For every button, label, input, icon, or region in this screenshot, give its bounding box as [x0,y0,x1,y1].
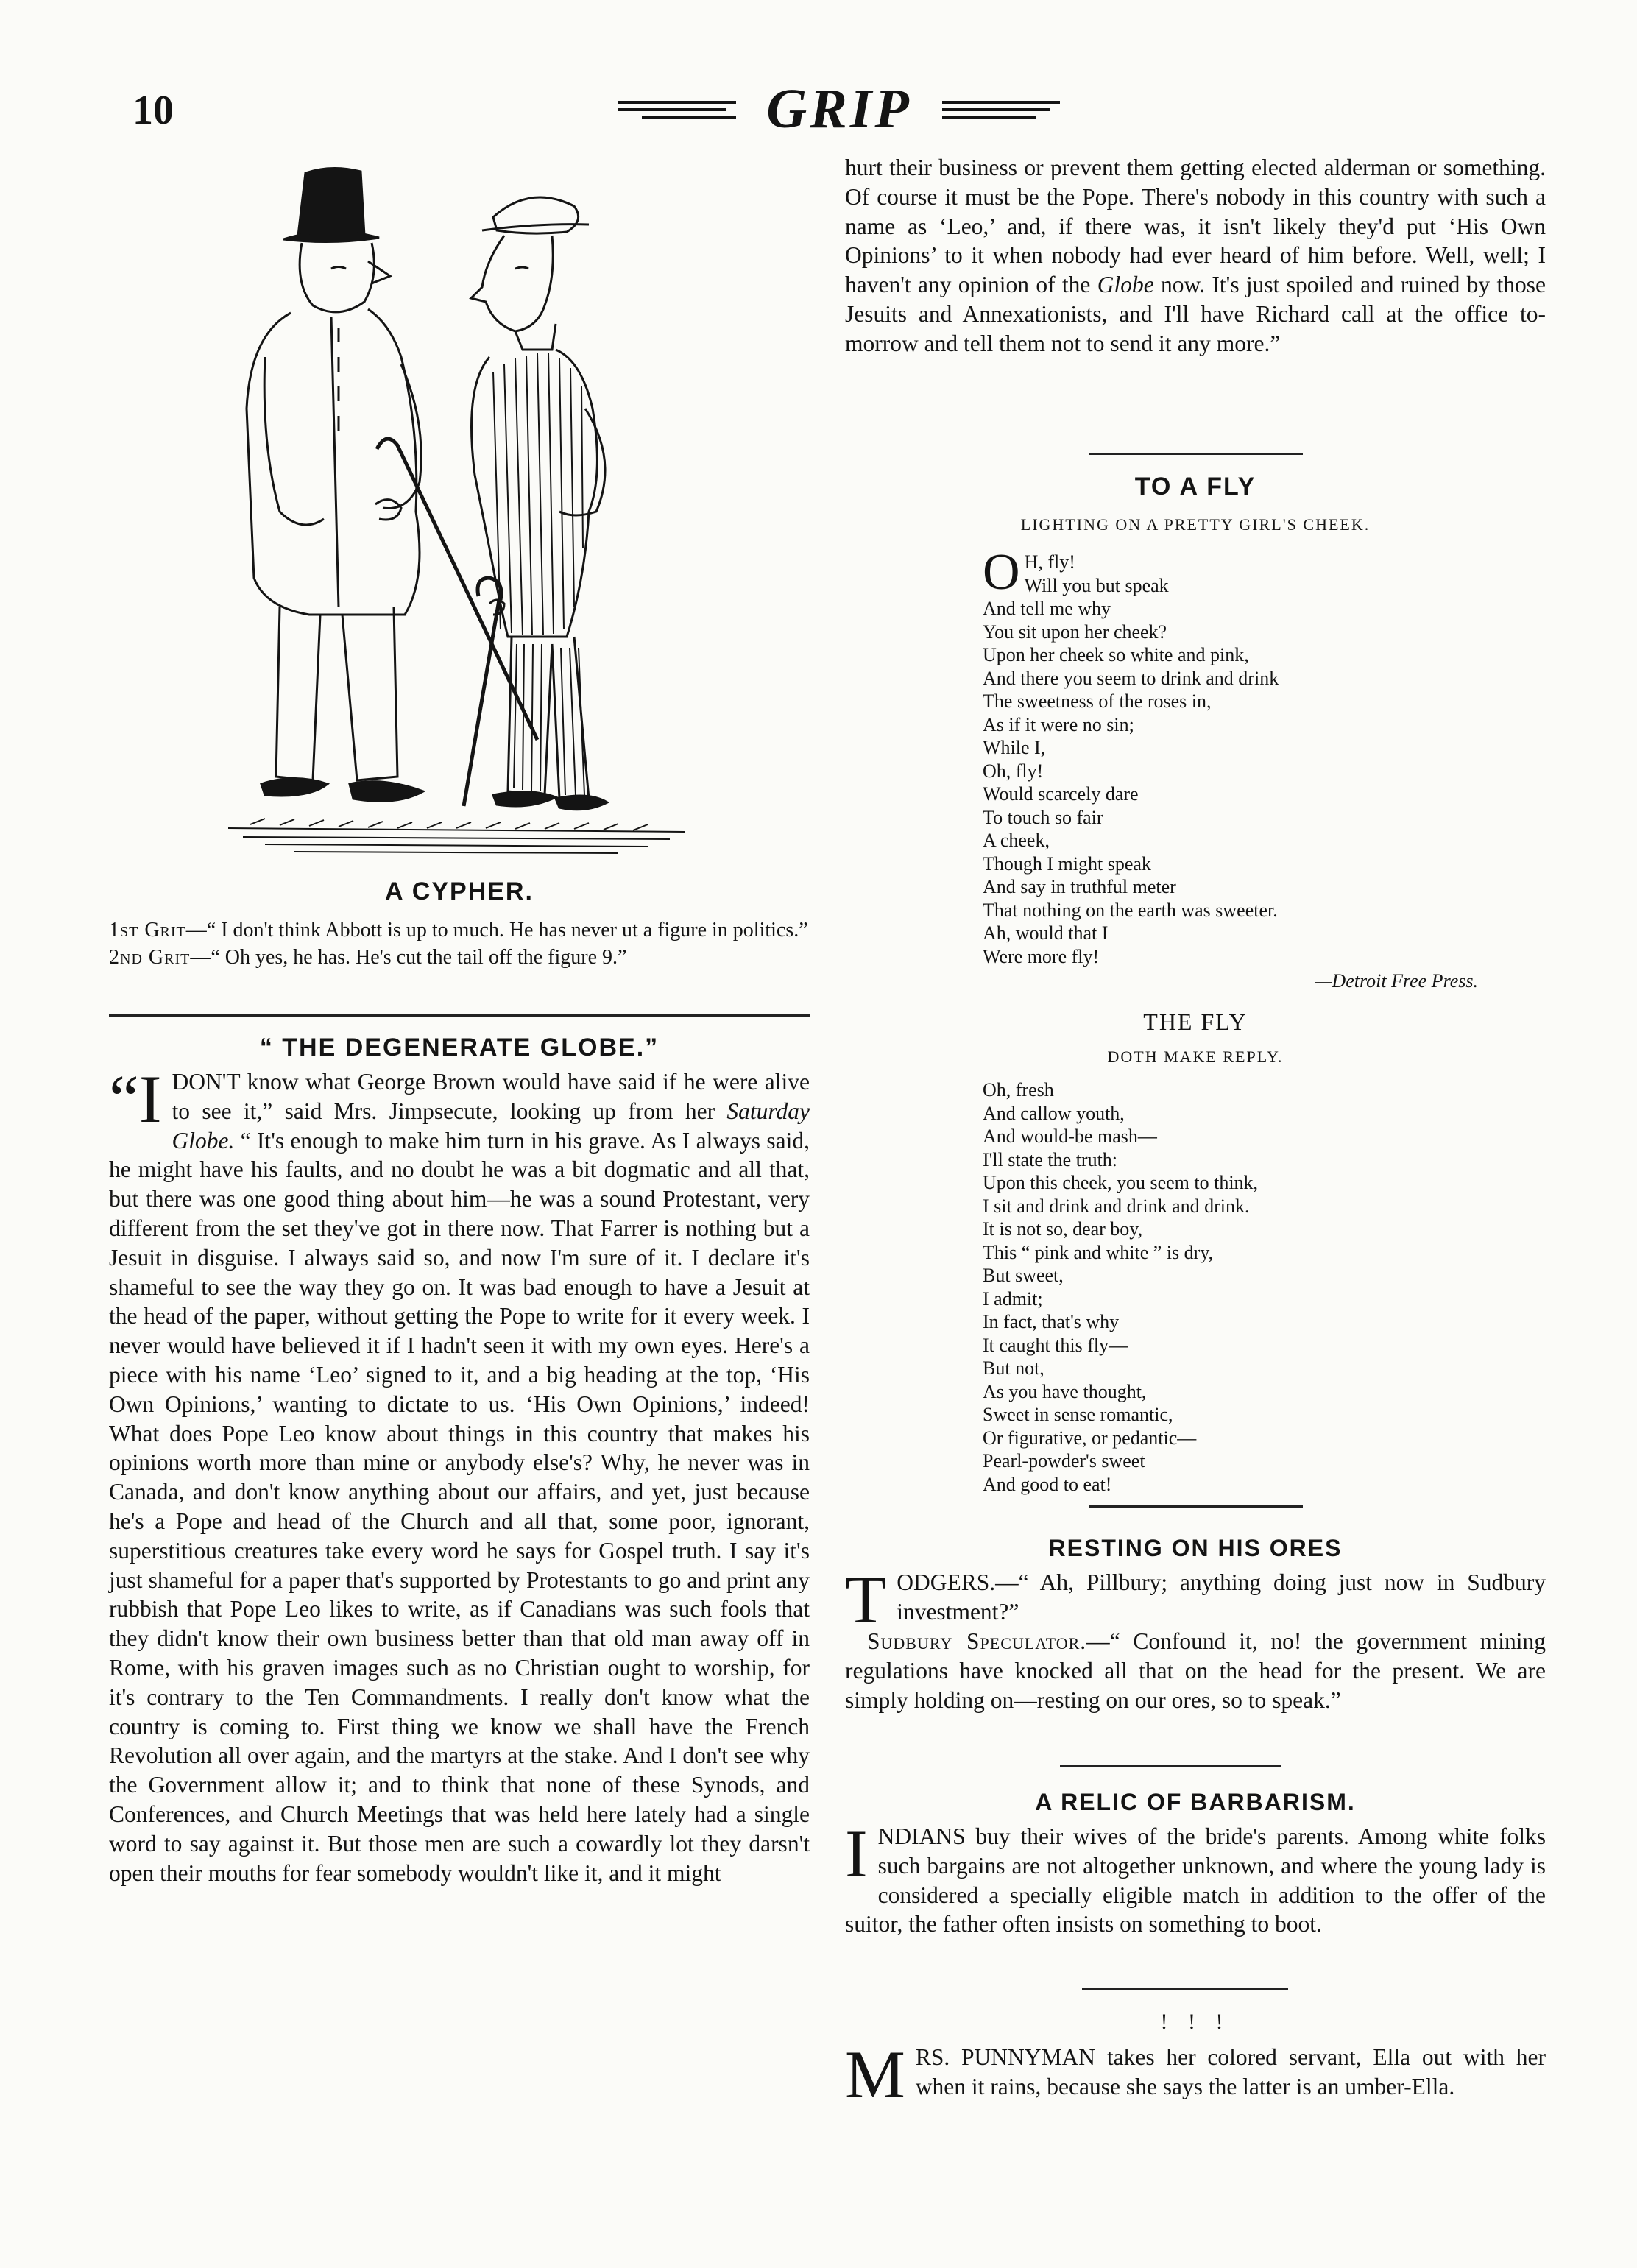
poem-line: I'll state the truth: [983,1148,1118,1170]
to-a-fly-subtitle: LIGHTING ON A PRETTY GIRL'S CHEEK. [1020,515,1371,534]
caption-line-2 [109,944,810,971]
divider-rule [1082,1988,1288,1990]
punnyman-drop-cap: M [845,2037,905,2112]
figure-top-hat-man [247,168,537,801]
poem-line: Oh, fly! [983,760,1044,782]
divider-rule [1089,453,1303,455]
punnyman-body [845,2037,1546,2112]
to-a-fly-title: TO A FLY [1134,473,1256,501]
ores-speaker-1: ODGERS. [897,1569,996,1595]
the-fly-subtitle: DOTH MAKE REPLY. [1107,1048,1284,1066]
to-a-fly-poem [983,544,1498,968]
globe-article-title: “ THE DEGENERATE GLOBE.” [259,1034,660,1061]
page-number: 10 [132,88,174,133]
caption-text-2: —“ Oh yes, he has. He's cut the tail off the figure 9.” [190,946,627,969]
poem-line: Or figurative, or pedantic— [983,1427,1197,1449]
poem-line: And say in truthful meter [983,876,1176,897]
globe-drop-cap-letter: I [138,1061,162,1137]
resting-on-ores-body [845,1562,1546,1714]
poem-line: This “ pink and white ” is dry, [983,1241,1214,1263]
barbarism-text: NDIANS buy their wives of the bride's parents. Among white folks such bargains are not altogether unknown, and where the young lady is considered a specially eligible match in addition to the offer of the suitor, the father often insists on something to boot. [845,1823,1546,1937]
ores-speaker-2-text: —“ Confound it, no! the government mining regulations have knocked all that on the head for the present. We are simply holding on—resting on our ores, so to speak.” [845,1628,1546,1713]
globe-continuation-text-2: now. It's just spoiled and ruined by those Jesuits and Annexationists, and I'll have Richard call at the office to-morrow and tell them not to send it any more.” [845,272,1546,356]
poem-line: Though I might speak [983,852,1151,875]
ground-hatching [228,819,685,853]
the-fly-title: THE FLY [1143,1008,1248,1035]
divider-rule [1060,1765,1281,1767]
globe-italic: Saturday Globe. [172,1098,810,1154]
poem-line: H, fly! [1024,551,1075,573]
globe-drop-cap [109,1061,162,1137]
poem-line: Upon her cheek so white and pink, [983,644,1249,665]
resting-on-ores-title: RESTING ON HIS ORES [1048,1535,1343,1561]
poem-line: To touch so fair [983,806,1103,828]
poem-line: And there you seem to drink and drink [983,667,1279,689]
poem-line: But sweet, [983,1265,1064,1286]
relic-of-barbarism-body [845,1816,1546,1939]
poem-line: Ah, would that I [983,922,1109,944]
poem-line: I admit; [983,1287,1043,1310]
globe-open-quote: “ [109,1061,139,1137]
divider-rule [1089,1505,1303,1508]
to-a-fly-drop-cap: O [983,544,1020,601]
poem-line: In fact, that's why [983,1311,1120,1332]
ores-drop-cap: T [845,1562,887,1637]
poem-line: And would-be mash— [983,1126,1157,1147]
the-fly-poem [983,1078,1498,1496]
cartoon-title: A CYPHER. [385,877,534,905]
poem-line: I sit and drink and drink and drink. [983,1195,1250,1217]
globe-article-body [109,1061,810,1887]
masthead-right-rules [942,101,1060,123]
globe-continuation-text-1: hurt their business or prevent them getting elected alderman or something. Of course it must be the Pope. There's nobody in this country with such a name as ‘Leo,’ and, if there was, it isn't likely they'd put ‘His Own Opinions’ to it when nobody had ever heard of him before. Well, well; I haven't any opinion of the [845,155,1546,298]
ores-para-2 [845,1627,1546,1714]
ores-para-1 [845,1562,1546,1637]
poem-line: The sweetness of the roses in, [983,690,1212,712]
ores-speaker-1-text: —“ Ah, Pillbury; anything doing just now in Sudbury investment?” [897,1569,1546,1625]
poem-line: And callow youth, [983,1102,1125,1124]
poem-line: A cheek, [983,830,1050,851]
globe-text-1: DON'T know what George Brown would have said if he were alive to see it,” said Mrs. Jimpsecute, looking up from her [172,1069,810,1124]
poem-line: That nothing on the earth was sweeter. [983,899,1278,921]
ores-speaker-2: Sudbury Speculator. [867,1628,1087,1654]
caption-speaker-1: 1st Grit [109,919,186,942]
poem-line: It caught this fly— [983,1334,1128,1356]
caption-text-1: —“ I don't think Abbott is up to much. He has never ut a figure in politics.” [185,919,808,942]
poem-line: Will you but speak [1024,574,1169,596]
poem-line: And good to eat! [983,1473,1112,1495]
globe-article-continuation [845,153,1546,358]
poem-line: Pearl-powder's sweet [983,1450,1145,1472]
poem-line: Upon this cheek, you seem to think, [983,1172,1259,1193]
globe-continuation-italic: Globe [1097,272,1154,298]
masthead [618,77,1060,144]
caption-speaker-2: 2nd Grit [109,946,191,969]
to-a-fly-attribution: —Detroit Free Press. [1315,970,1478,992]
globe-text-2: “ It's enough to make him turn in his grave. As I always said, he might have his faults, and no doubt he was a bit dogmatic and all that, but there was one good thing about him—he was a sound Protestant, very different from the set they've got in there now. That Farrer is nothing but a Jesuit in disguise. I always said so, and now I'm sure of it. I declare it's shameful to see the way they go on. It was bad enough to have a Jesuit at the head of the paper, without getting the Pope to write for it every week. I never would have believed it if I hadn't seen it with my own eyes. Here's a piece with his name ‘Leo’ signed to it, and a big heading at the top, ‘His Own Opinions,’ wanting to dictate to us. ‘His Own Opinions,’ indeed! What does Pope Leo know about things in this country that makes his opinions worth more than mine or anybody else's? Why, he never was in Canada, and don't know anything about our affairs, and yet, just because he's a Pope and head of the Church and all that, some poor, ignorant, superstitious creatures take every word he says for Gospel truth. I say it's just shameful for a paper that's supported by Protestants to go and print any rubbish that Pope Leo likes to write, as if Canadians was such fools that they didn't know their own business better than that old man away off in Rome, with his graven images such as no Christian ought to worship, for it's contrary to the Ten Commandments. I really don't know what the country is coming to. First thing we know we shall have the French Revolution all over again, and the martyrs at the stake. And I don't see why the Government allow it; and to think that none of these Synods, and Conferences, and Church Meetings that was held here lately had a single word to say against it. But those men are such a cowardly lot they darsn't open their mouths for fear somebody wouldn't like it, and it might [109,1127,810,1886]
caption-line-1 [109,916,810,944]
poem-line: As if it were no sin; [983,713,1134,735]
exclamation-marks: ! ! ! [1160,2010,1231,2034]
masthead-title: GRIP [766,78,912,140]
poem-line: While I, [983,737,1046,758]
masthead-left-rules [618,101,736,123]
barbarism-drop-cap: I [845,1816,868,1891]
poem-line: As you have thought, [983,1380,1147,1402]
cartoon-caption [109,916,810,971]
poem-line: But not, [983,1357,1044,1379]
poem-line: Oh, fresh [983,1079,1054,1101]
figure-thin-man [464,197,607,810]
poem-line: Would scarcely dare [983,783,1139,805]
poem-line: And tell me why [983,598,1111,619]
poem-line: You sit upon her cheek? [983,621,1167,643]
poem-line: Were more fly! [983,945,1100,967]
cartoon-illustration [221,166,692,865]
relic-of-barbarism-title: A RELIC OF BARBARISM. [1035,1789,1356,1815]
punnyman-text: RS. PUNNYMAN takes her colored servant, Ella out with her when it rains, because she says the latter is an umber-Ella. [915,2044,1546,2099]
divider-rule [109,1014,810,1017]
poem-line: It is not so, dear boy, [983,1218,1143,1240]
poem-line: Sweet in sense romantic, [983,1404,1173,1425]
